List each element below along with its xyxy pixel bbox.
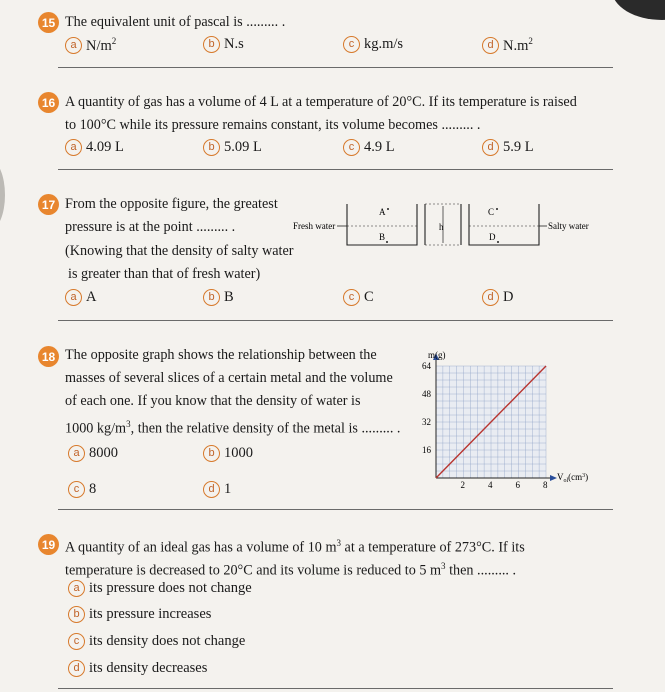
option-text: A [86, 289, 97, 305]
q15-option-b[interactable] [203, 36, 244, 53]
x-tick-label: 4 [488, 480, 493, 490]
option-letter-a: a [65, 37, 82, 54]
option-letter-c: c [68, 633, 85, 650]
page-edge-shadow [0, 160, 5, 230]
point-c-label: C [488, 207, 495, 217]
option-text: C [364, 289, 374, 305]
fresh-water-label: Fresh water [293, 221, 336, 231]
question-18-line-2: masses of several slices of a certain metal and the volume [65, 370, 393, 386]
option-letter-b: b [203, 445, 220, 462]
y-axis-label: m(g) [428, 350, 446, 360]
question-17-line-4: is greater than that of fresh water) [68, 266, 261, 282]
mass-volume-chart [410, 340, 610, 500]
question-18-line-3: of each one. If you know that the density of water is [65, 393, 361, 409]
question-15-text: The equivalent unit of pascal is ......... . [65, 14, 286, 30]
option-text: 5.09 L [224, 139, 262, 155]
option-text: its pressure does not change [89, 580, 252, 596]
q16-option-c[interactable] [343, 139, 395, 156]
q19-option-c[interactable] [68, 633, 245, 650]
q16-option-a[interactable] [65, 139, 124, 156]
divider [58, 320, 613, 321]
question-19-line-1: A quantity of an ideal gas has a volume of 10 $m^3$ at a temperature of 273°C. If its [65, 538, 525, 556]
question-17-line-3: (Knowing that the density of salty water [65, 243, 294, 259]
question-19-line-2: temperature is decreased to 20°C and its volume is reduced to 5 $m^3$ then ......... . [65, 561, 517, 579]
q18-option-c[interactable] [68, 481, 96, 498]
salty-water-container [469, 204, 539, 245]
y-tick-label: 16 [422, 445, 431, 455]
option-text: B [224, 289, 234, 305]
q17-option-a[interactable] [65, 289, 96, 306]
q19-option-a[interactable] [68, 580, 252, 597]
option-text: its density does not change [89, 633, 246, 649]
question-18-line-4: 1000 $kg/m^3$, then the relative density of the metal is ......... . [65, 419, 401, 437]
option-text: 1 [224, 481, 232, 497]
question-17-number: 17 [38, 194, 59, 215]
question-16-number: 16 [38, 92, 59, 113]
q17-option-b[interactable] [203, 289, 234, 306]
divider [58, 169, 613, 170]
option-text: 4.9 L [364, 139, 395, 155]
y-tick-label: 32 [422, 417, 431, 427]
point-d-label: D [489, 232, 496, 242]
q19-option-d[interactable] [68, 660, 207, 677]
option-letter-a: a [68, 580, 85, 597]
x-tick-label: 2 [460, 480, 465, 490]
q17-option-d[interactable] [482, 289, 513, 306]
point-c-dot [496, 208, 498, 210]
question-16-line-2: to 100°C while its pressure remains constant, its volume becomes ......... . [65, 117, 481, 133]
q18-option-b[interactable] [203, 445, 253, 462]
question-19-number: 19 [38, 534, 59, 555]
option-text: 5.9 L [503, 139, 534, 155]
question-18-line-1: The opposite graph shows the relationship between the [65, 347, 377, 363]
option-letter-b: b [203, 289, 220, 306]
x-axis-label: $V_{ol}(cm^3)$ [557, 472, 589, 484]
option-letter-d: d [203, 481, 220, 498]
x-axis-arrow [550, 475, 557, 481]
q19-option-b[interactable] [68, 606, 211, 623]
question-17-line-1: From the opposite figure, the greatest [65, 196, 278, 212]
point-a-dot [387, 208, 389, 210]
point-b-dot [386, 241, 388, 243]
option-letter-b: b [68, 606, 85, 623]
q15-option-c[interactable] [343, 36, 403, 53]
q17-option-c[interactable] [343, 289, 374, 306]
option-letter-a: a [65, 139, 82, 156]
q18-option-a[interactable] [68, 445, 118, 462]
point-d-dot [497, 241, 499, 243]
pressure-figure [285, 190, 605, 260]
divider [58, 509, 613, 510]
option-letter-c: c [343, 36, 360, 53]
option-text: D [503, 289, 514, 305]
q16-option-d[interactable] [482, 139, 534, 156]
option-letter-c: c [343, 139, 360, 156]
option-letter-c: c [68, 481, 85, 498]
y-tick-label: 48 [422, 389, 431, 399]
option-text: 8000 [89, 445, 118, 461]
option-text: 8 [89, 481, 97, 497]
q16-option-b[interactable] [203, 139, 262, 156]
y-tick-label: 64 [422, 361, 431, 371]
question-18-number: 18 [38, 346, 59, 367]
salty-water-label: Salty water [548, 221, 589, 231]
option-letter-b: b [203, 36, 220, 53]
option-letter-d: d [482, 37, 499, 54]
question-17-line-2: pressure is at the point ......... . [65, 219, 236, 235]
corner-shadow [612, 0, 665, 20]
divider [58, 67, 613, 68]
option-text: N.s [224, 36, 244, 52]
option-letter-b: b [203, 139, 220, 156]
x-tick-label: 6 [515, 480, 520, 490]
question-16-line-1: A quantity of gas has a volume of 4 L at a temperature of 20°C. If its temperature is raised [65, 94, 577, 110]
option-text: kg.m/s [364, 36, 404, 52]
question-15-number: 15 [38, 12, 59, 33]
option-letter-d: d [482, 289, 499, 306]
option-letter-d: d [482, 139, 499, 156]
q15-option-d[interactable] [482, 36, 533, 55]
option-letter-a: a [65, 289, 82, 306]
option-text: $N.m^2$ [503, 36, 533, 54]
q15-option-a[interactable] [65, 36, 116, 55]
option-letter-a: a [68, 445, 85, 462]
point-a-label: A [379, 207, 386, 217]
height-label: h [439, 222, 444, 232]
point-b-label: B [379, 232, 386, 242]
divider [58, 688, 613, 689]
option-text: its density decreases [89, 660, 208, 676]
option-text: 4.09 L [86, 139, 124, 155]
option-letter-d: d [68, 660, 85, 677]
q18-option-d[interactable] [203, 481, 231, 498]
option-text: $N/m^2$ [86, 36, 117, 54]
option-text: its pressure increases [89, 606, 212, 622]
option-letter-c: c [343, 289, 360, 306]
option-text: 1000 [224, 445, 253, 461]
x-tick-label: 8 [543, 480, 548, 490]
